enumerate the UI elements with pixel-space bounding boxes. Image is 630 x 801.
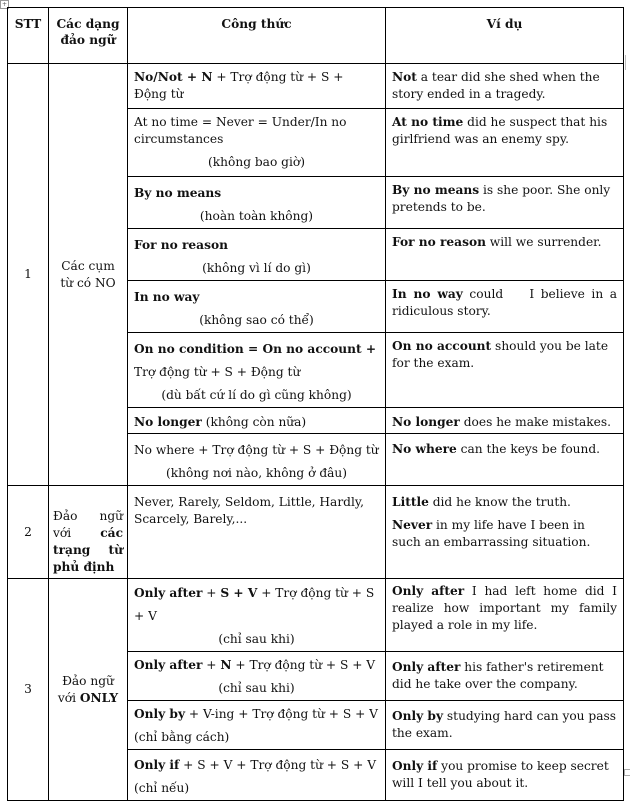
example-bold: Only by bbox=[392, 709, 444, 723]
example-cell bbox=[386, 109, 624, 177]
formula-text: + Trợ động từ + S + V bbox=[231, 658, 376, 672]
example-bold: Never bbox=[392, 518, 433, 532]
formula-cell bbox=[128, 408, 386, 434]
example-bold: No longer bbox=[392, 415, 460, 429]
formula-cell bbox=[128, 109, 386, 177]
formula-text: + V-ing + Trợ động từ + S + V bbox=[185, 707, 378, 721]
end-of-row-marker bbox=[624, 769, 630, 776]
example-cell bbox=[386, 579, 624, 652]
formula-meaning: (không bao giờ) bbox=[208, 155, 305, 169]
formula-meaning: (dù bất cứ lí do gì cũng không) bbox=[161, 388, 352, 402]
formula-text: + Trợ động từ + S + Động từ bbox=[134, 70, 344, 101]
formula-meaning: (không sao có thể) bbox=[199, 313, 314, 327]
formula-bold: By no means bbox=[134, 186, 222, 200]
example-cell bbox=[386, 486, 624, 579]
example-text: did he suspect that his girlfriend was an enemy spy. bbox=[392, 115, 608, 146]
example-bold: For no reason bbox=[392, 235, 486, 249]
table-row bbox=[8, 579, 624, 652]
example-cell bbox=[386, 229, 624, 281]
example-text: a tear did she shed when the story ended in a tragedy. bbox=[392, 70, 600, 101]
example-text: will we surrender. bbox=[485, 235, 602, 249]
formula-cell bbox=[128, 333, 386, 408]
formula-meaning: (hoàn toàn không) bbox=[199, 209, 314, 223]
example-bold: In no way bbox=[392, 287, 463, 301]
formula-text: (không còn nữa) bbox=[201, 415, 307, 429]
header-stt: STT bbox=[8, 8, 49, 64]
formula-text: + Trợ động từ + S + V bbox=[134, 586, 375, 623]
example-bold: Only after bbox=[392, 584, 465, 598]
example-text: could I believe in a ridiculous story. bbox=[392, 287, 621, 318]
formula-cell bbox=[128, 701, 386, 750]
example-bold: Little bbox=[392, 495, 429, 509]
formula-bold: On no condition = On no account + bbox=[134, 342, 377, 356]
formula-cell: Never, Rarely, Seldom, Little, Hardly, Scarcely, Barely,... bbox=[128, 486, 386, 579]
formula-bold: Only if bbox=[134, 758, 180, 772]
formula-cell bbox=[128, 750, 386, 801]
formula-cell bbox=[128, 229, 386, 281]
formula-meaning: (không nơi nào, không ở đâu) bbox=[166, 466, 347, 480]
example-bold: At no time bbox=[392, 115, 464, 129]
formula-text: At no time = Never = Under/In no circumstances bbox=[134, 115, 347, 146]
type-bold: ONLY bbox=[79, 690, 119, 705]
stt-cell: 1 bbox=[8, 64, 49, 486]
example-cell bbox=[386, 408, 624, 434]
formula-text: No where + Trợ động từ + S + Động từ bbox=[134, 443, 379, 457]
header-formula: Công thức bbox=[128, 8, 386, 64]
formula-bold: Only after bbox=[134, 658, 203, 672]
example-cell bbox=[386, 177, 624, 229]
formula-text: + bbox=[202, 586, 221, 600]
example-cell bbox=[386, 652, 624, 701]
type-bold: các trạng từ phủ định bbox=[53, 526, 123, 574]
formula-meaning: (chỉ nếu) bbox=[134, 781, 190, 795]
formula-bold: No/Not + N bbox=[134, 70, 213, 84]
formula-cell bbox=[128, 64, 386, 109]
example-text: you promise to keep secret will I tell you about it. bbox=[392, 759, 609, 790]
example-line bbox=[392, 517, 617, 551]
margin-marker bbox=[625, 55, 626, 70]
example-text: is she poor. She only pretends to be. bbox=[392, 183, 611, 214]
example-cell bbox=[386, 434, 624, 486]
example-bold: Not bbox=[392, 70, 417, 84]
example-text: I had left home did I realize how important my family played a role in my life. bbox=[392, 584, 617, 632]
example-cell bbox=[386, 281, 624, 333]
formula-cell bbox=[128, 579, 386, 652]
formula-cell bbox=[128, 652, 386, 701]
example-bold: On no account bbox=[392, 339, 492, 353]
example-bold: By no means bbox=[392, 183, 480, 197]
formula-bold: Only by bbox=[134, 707, 186, 721]
example-cell bbox=[386, 333, 624, 408]
formula-bold: No longer bbox=[134, 415, 202, 429]
header-type: Các dạng đảo ngữ bbox=[49, 8, 128, 64]
header-example: Ví dụ bbox=[386, 8, 624, 64]
example-text: does he make mistakes. bbox=[459, 415, 612, 429]
formula-bold: In no way bbox=[134, 290, 200, 304]
example-text: studying hard can you pass the exam. bbox=[392, 709, 616, 740]
example-line bbox=[392, 494, 617, 511]
formula-meaning: (chỉ sau khi) bbox=[218, 632, 295, 646]
formula-meaning: (không vì lí do gì) bbox=[202, 261, 311, 275]
example-cell bbox=[386, 701, 624, 750]
formula-text: + S + V + Trợ động từ + S + V bbox=[179, 758, 376, 772]
example-bold: No where bbox=[392, 442, 457, 456]
example-text: in my life have I been in such an embarrassing situation. bbox=[392, 518, 591, 549]
formula-bold: Only after bbox=[134, 586, 203, 600]
formula-text: + bbox=[202, 658, 221, 672]
type-cell bbox=[49, 486, 128, 579]
formula-bold: N bbox=[220, 658, 232, 672]
inversion-table bbox=[7, 7, 624, 801]
header-row bbox=[8, 8, 624, 64]
example-text: can the keys be found. bbox=[456, 442, 601, 456]
table-move-handle-icon[interactable]: + bbox=[1, 1, 8, 8]
type-cell bbox=[49, 579, 128, 801]
example-bold: Only if bbox=[392, 759, 438, 773]
type-text: Đảo ngữ với bbox=[53, 509, 123, 540]
formula-meaning: (chỉ sau khi) bbox=[218, 681, 295, 695]
formula-cell bbox=[128, 177, 386, 229]
example-text: his father's retirement did he take over the company. bbox=[392, 660, 604, 691]
type-cell: Các cụm từ có NO bbox=[49, 64, 128, 486]
type-text: Đảo ngữ với bbox=[57, 673, 114, 705]
formula-bold: For no reason bbox=[134, 238, 228, 252]
table-row bbox=[8, 64, 624, 109]
example-bold: Only after bbox=[392, 660, 461, 674]
stt-cell: 3 bbox=[8, 579, 49, 801]
example-cell bbox=[386, 64, 624, 109]
formula-cell bbox=[128, 434, 386, 486]
example-text: should you be late for the exam. bbox=[392, 339, 609, 370]
formula-bold: S + V bbox=[220, 586, 258, 600]
example-cell bbox=[386, 750, 624, 801]
formula-meaning: (chỉ bằng cách) bbox=[134, 730, 230, 744]
stt-cell: 2 bbox=[8, 486, 49, 579]
example-text: did he know the truth. bbox=[428, 495, 571, 509]
formula-text: Trợ động từ + S + Động từ bbox=[134, 365, 301, 379]
table-row bbox=[8, 486, 624, 579]
formula-cell bbox=[128, 281, 386, 333]
